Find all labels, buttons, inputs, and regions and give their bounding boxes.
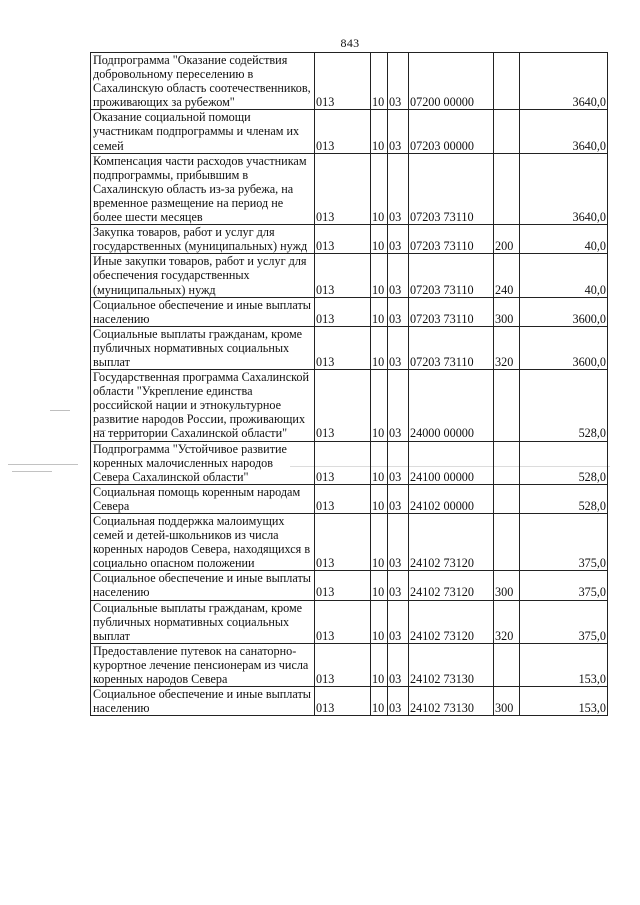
table-row: [91, 110, 608, 153]
section-code: 10: [371, 153, 388, 224]
ministry-code: 013: [315, 571, 371, 600]
expense-type-code: 320: [494, 600, 520, 643]
table-row: [91, 370, 608, 441]
ministry-code: 013: [315, 53, 371, 110]
target-article-code: 24102 00000: [409, 484, 494, 513]
expense-type-code: 320: [494, 326, 520, 369]
section-code: 10: [371, 225, 388, 254]
ministry-code: 013: [315, 687, 371, 716]
subsection-code: 03: [388, 514, 409, 571]
ministry-code: 013: [315, 484, 371, 513]
table-row: [91, 687, 608, 716]
item-name: Социальная помощь коренным народам Севера: [91, 484, 315, 513]
ministry-code: 013: [315, 643, 371, 686]
target-article-code: 24000 00000: [409, 370, 494, 441]
expense-type-code: 300: [494, 297, 520, 326]
expense-type-code: [494, 153, 520, 224]
amount: 3600,0: [520, 297, 608, 326]
ministry-code: 013: [315, 297, 371, 326]
item-name: Оказание социальной помощи участникам подпрограммы и членам их семей: [91, 110, 315, 153]
target-article-code: 07203 73110: [409, 326, 494, 369]
section-code: 10: [371, 441, 388, 484]
section-code: 10: [371, 687, 388, 716]
section-code: 10: [371, 326, 388, 369]
section-code: 10: [371, 254, 388, 297]
section-code: 10: [371, 600, 388, 643]
table-row: [91, 643, 608, 686]
scan-mark: [50, 410, 70, 411]
subsection-code: 03: [388, 53, 409, 110]
table-row: [91, 225, 608, 254]
section-code: 10: [371, 643, 388, 686]
subsection-code: 03: [388, 225, 409, 254]
item-name: Закупка товаров, работ и услуг для государственных (муниципальных) нужд: [91, 225, 315, 254]
expense-type-code: 300: [494, 571, 520, 600]
ministry-code: 013: [315, 153, 371, 224]
ministry-code: 013: [315, 441, 371, 484]
target-article-code: 24102 73120: [409, 600, 494, 643]
target-article-code: 07203 73110: [409, 153, 494, 224]
amount: 528,0: [520, 441, 608, 484]
ministry-code: 013: [315, 326, 371, 369]
ministry-code: 013: [315, 600, 371, 643]
amount: 375,0: [520, 571, 608, 600]
expense-type-code: [494, 370, 520, 441]
subsection-code: 03: [388, 370, 409, 441]
ministry-code: 013: [315, 514, 371, 571]
amount: 375,0: [520, 600, 608, 643]
expense-type-code: [494, 514, 520, 571]
amount: 3600,0: [520, 326, 608, 369]
target-article-code: 24102 73120: [409, 571, 494, 600]
target-article-code: 24100 00000: [409, 441, 494, 484]
subsection-code: 03: [388, 600, 409, 643]
section-code: 10: [371, 297, 388, 326]
target-article-code: 07203 73110: [409, 225, 494, 254]
expense-type-code: [494, 110, 520, 153]
target-article-code: 07203 73110: [409, 297, 494, 326]
expense-type-code: [494, 643, 520, 686]
section-code: 10: [371, 571, 388, 600]
amount: 3640,0: [520, 153, 608, 224]
expense-type-code: 200: [494, 225, 520, 254]
amount: 3640,0: [520, 110, 608, 153]
amount: 40,0: [520, 225, 608, 254]
target-article-code: 24102 73130: [409, 687, 494, 716]
expense-type-code: [494, 53, 520, 110]
amount: 528,0: [520, 484, 608, 513]
item-name: Социальные выплаты гражданам, кроме публичных нормативных социальных выплат: [91, 326, 315, 369]
amount: 40,0: [520, 254, 608, 297]
section-code: 10: [371, 370, 388, 441]
expense-type-code: 300: [494, 687, 520, 716]
table-row: [91, 297, 608, 326]
item-name: Иные закупки товаров, работ и услуг для обеспечения государственных (муниципальных) нужд: [91, 254, 315, 297]
subsection-code: 03: [388, 153, 409, 224]
ministry-code: 013: [315, 110, 371, 153]
target-article-code: 24102 73130: [409, 643, 494, 686]
table-row: [91, 571, 608, 600]
subsection-code: 03: [388, 110, 409, 153]
subsection-code: 03: [388, 326, 409, 369]
table-row: [91, 254, 608, 297]
table-row: [91, 441, 608, 484]
table-row: [91, 600, 608, 643]
ministry-code: 013: [315, 254, 371, 297]
section-code: 10: [371, 53, 388, 110]
item-name: Социальное обеспечение и иные выплаты населению: [91, 297, 315, 326]
section-code: 10: [371, 484, 388, 513]
amount: 153,0: [520, 687, 608, 716]
item-name: Социальное обеспечение и иные выплаты населению: [91, 571, 315, 600]
expense-type-code: 240: [494, 254, 520, 297]
expense-type-code: [494, 441, 520, 484]
subsection-code: 03: [388, 571, 409, 600]
subsection-code: 03: [388, 687, 409, 716]
expense-type-code: [494, 484, 520, 513]
target-article-code: 07203 00000: [409, 110, 494, 153]
subsection-code: 03: [388, 297, 409, 326]
budget-table: [90, 52, 608, 716]
section-code: 10: [371, 110, 388, 153]
subsection-code: 03: [388, 254, 409, 297]
ministry-code: 013: [315, 225, 371, 254]
target-article-code: 24102 73120: [409, 514, 494, 571]
amount: 153,0: [520, 643, 608, 686]
item-name: Подпрограмма "Оказание содействия добровольному переселению в Сахалинскую область соотечественников, проживающих за рубежом": [91, 53, 315, 110]
target-article-code: 07200 00000: [409, 53, 494, 110]
table-row: [91, 514, 608, 571]
page-number: 843: [340, 36, 360, 50]
item-name: Социальная поддержка малоимущих семей и детей-школьников из числа коренных народов Севера, находящихся в социально опасном положении: [91, 514, 315, 571]
item-name: Государственная программа Сахалинской области "Укрепление единства российской нации и этнокультурное развитие народов России, проживающих на территории Сахалинской области": [91, 370, 315, 441]
ministry-code: 013: [315, 370, 371, 441]
subsection-code: 03: [388, 643, 409, 686]
table-row: [91, 153, 608, 224]
subsection-code: 03: [388, 441, 409, 484]
amount: 3640,0: [520, 53, 608, 110]
amount: 528,0: [520, 370, 608, 441]
table-row: [91, 484, 608, 513]
item-name: Социальное обеспечение и иные выплаты населению: [91, 687, 315, 716]
amount: 375,0: [520, 514, 608, 571]
item-name: Компенсация части расходов участникам подпрограммы, прибывшим в Сахалинскую область из-за рубежа, на временное размещение на период не более шести месяцев: [91, 153, 315, 224]
item-name: Предоставление путевок на санаторно-курортное лечение пенсионерам из числа коренных народов Севера: [91, 643, 315, 686]
table-row: [91, 53, 608, 110]
item-name: Социальные выплаты гражданам, кроме публичных нормативных социальных выплат: [91, 600, 315, 643]
section-code: 10: [371, 514, 388, 571]
table-row: [91, 326, 608, 369]
target-article-code: 07203 73110: [409, 254, 494, 297]
subsection-code: 03: [388, 484, 409, 513]
item-name: Подпрограмма "Устойчивое развитие коренных малочисленных народов Севера Сахалинской области": [91, 441, 315, 484]
